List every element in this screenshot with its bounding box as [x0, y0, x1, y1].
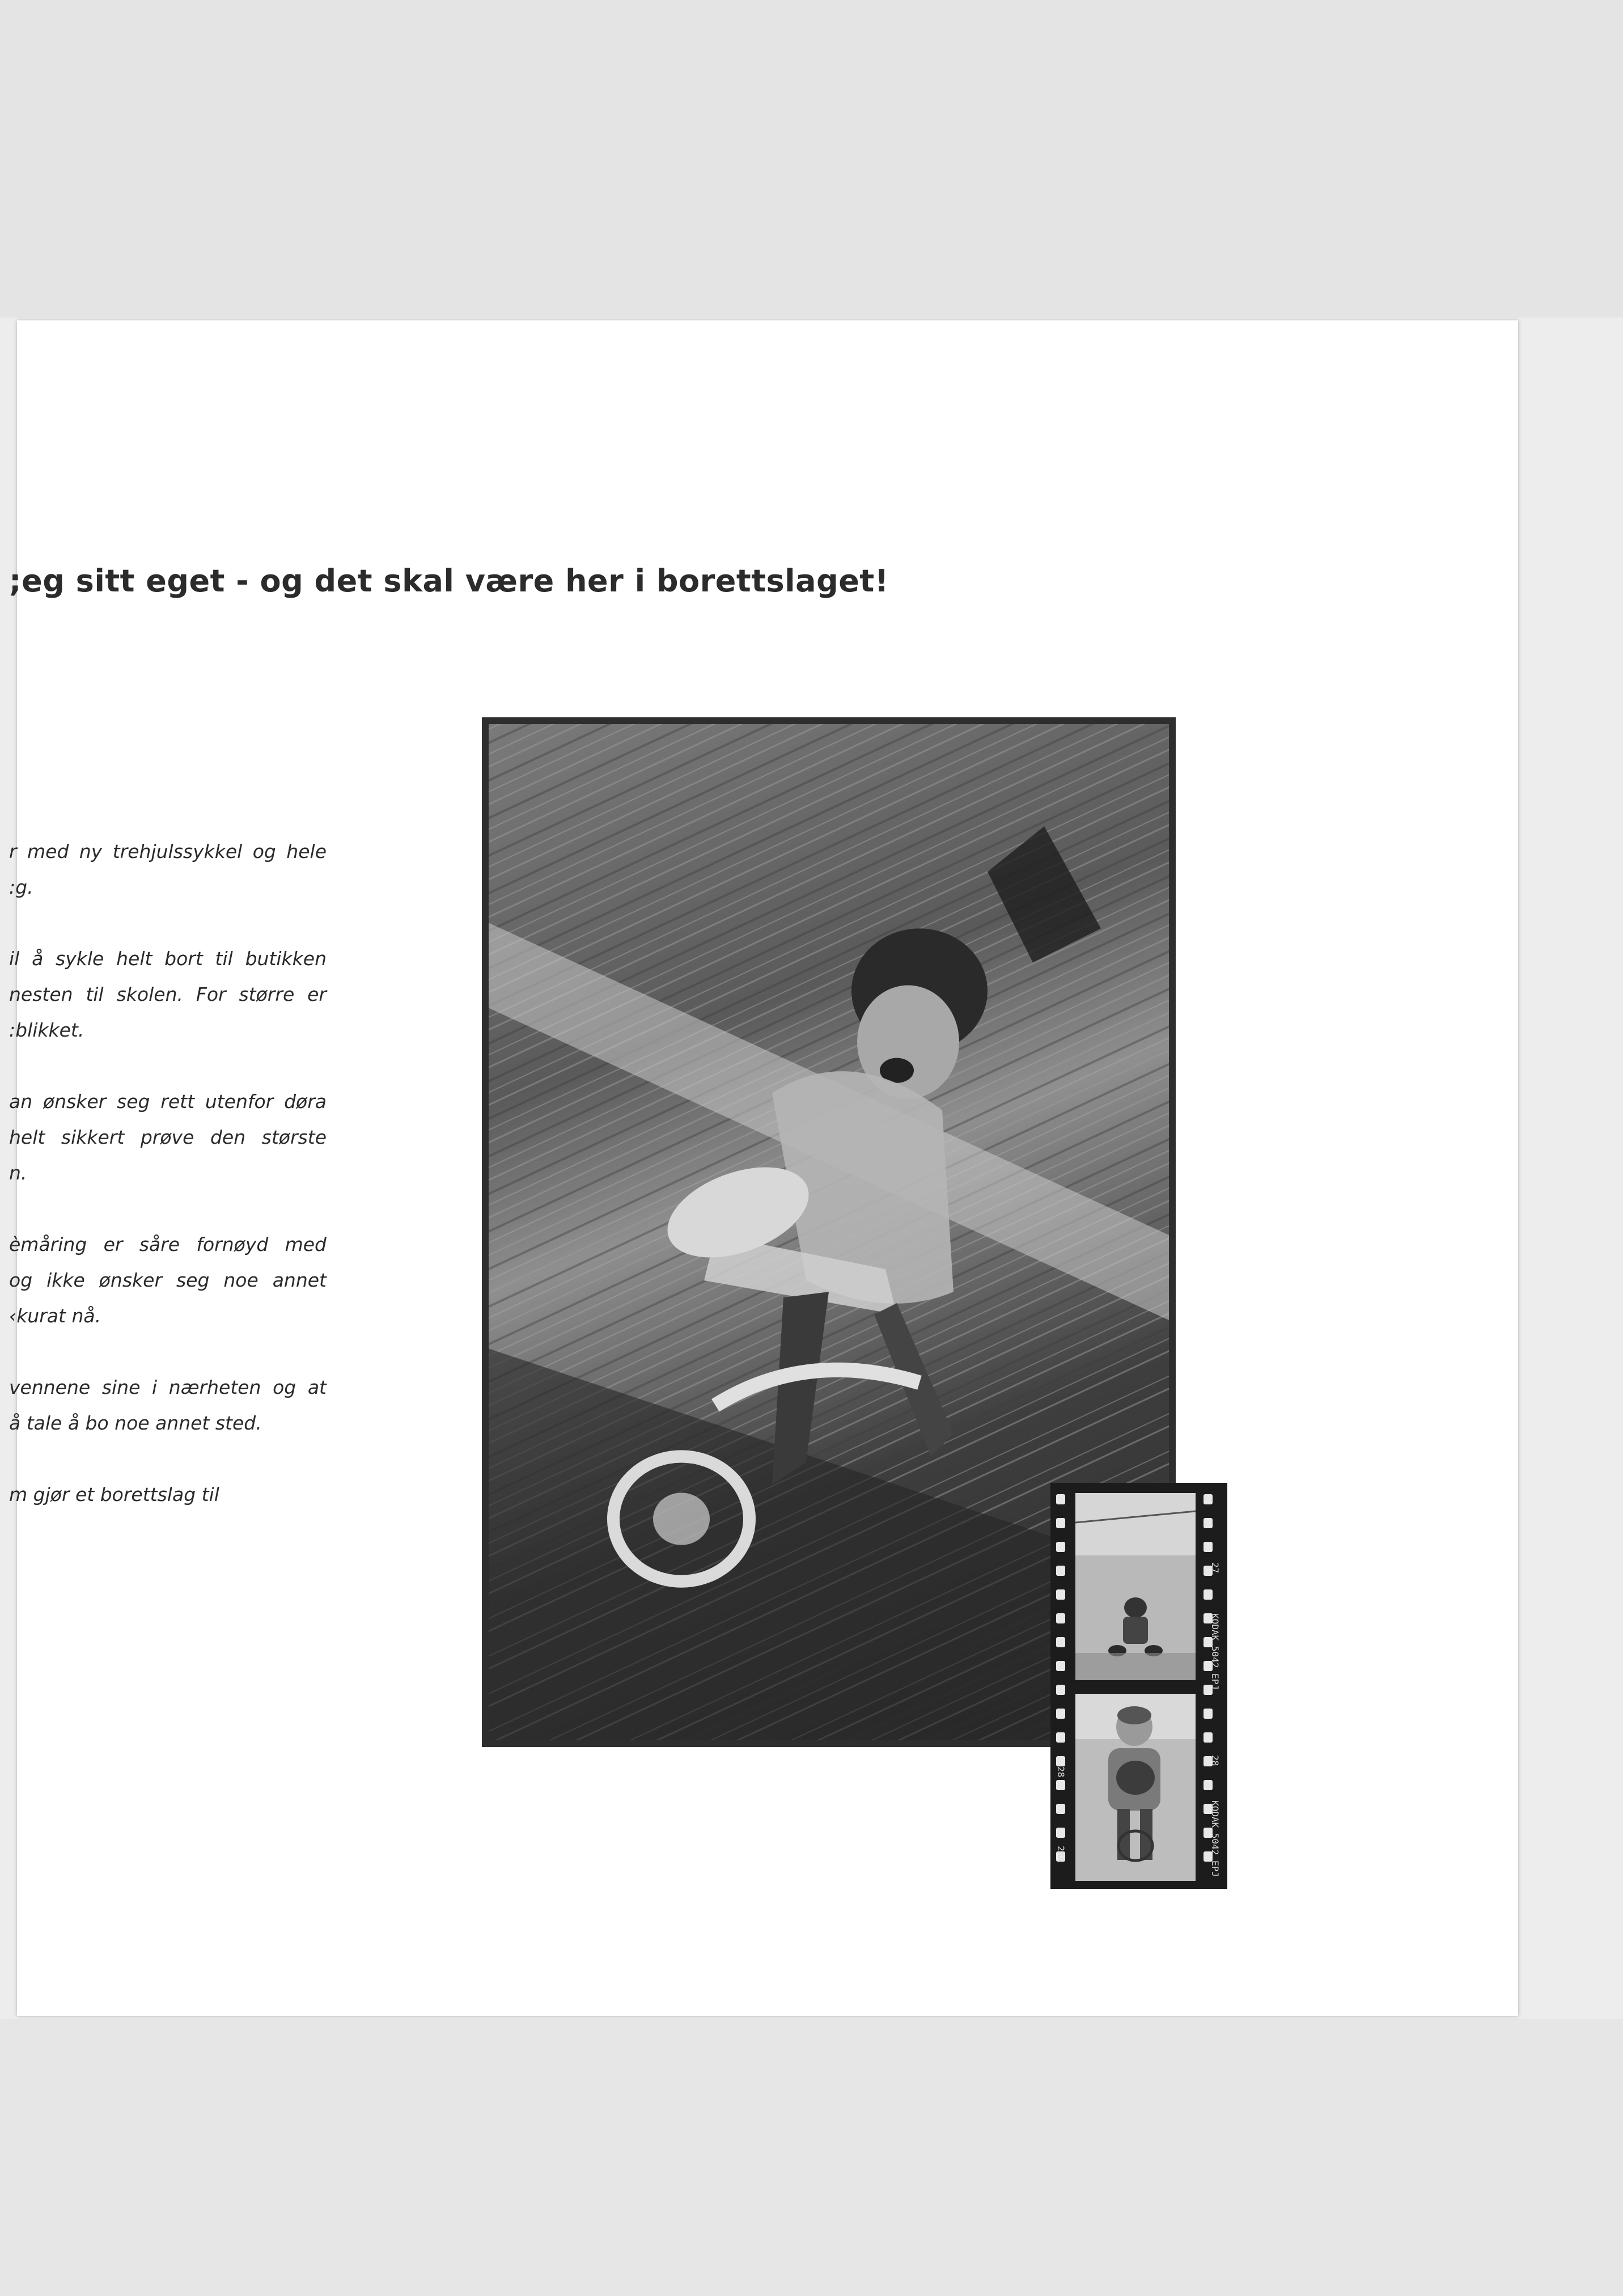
- scan-background-bottom: [0, 2019, 1623, 2296]
- text-line: vennene sine i nærheten og at: [9, 1376, 327, 1398]
- film-strip-illustration: [1050, 1483, 1227, 1889]
- film-edge-print: KODAK 5042 EPJ: [1210, 1800, 1221, 1877]
- film-frame-28: [1075, 1694, 1196, 1881]
- text-line: n.: [9, 1162, 27, 1184]
- paragraph-1: [9, 834, 327, 905]
- text-line: ‹kurat nå.: [9, 1305, 101, 1327]
- film-frame-27: [1075, 1493, 1196, 1680]
- page-heading: ;eg sitt eget - og det skal være her i borettslaget!: [9, 563, 889, 599]
- text-line: :g.: [9, 876, 33, 898]
- text-line: :blikket.: [9, 1019, 84, 1041]
- brochure-page: [9, 320, 1518, 2016]
- paragraph-4: [9, 1227, 327, 1334]
- text-line: il å sykle helt bort til butikken: [9, 948, 327, 970]
- text-line: nesten til skolen. For større er: [9, 983, 327, 1005]
- text-line: å tale å bo noe annet sted.: [9, 1412, 262, 1434]
- film-frame-number-28: 28: [1210, 1755, 1221, 1766]
- film-small-label: 28A: [1056, 1846, 1066, 1862]
- body-text: [9, 834, 327, 1548]
- text-line: an ønsker seg rett utenfor døra: [9, 1090, 327, 1113]
- sprocket-holes-left: [1056, 1494, 1065, 1862]
- paragraph-5: [9, 1369, 327, 1441]
- text-line: helt sikkert prøve den største: [9, 1126, 327, 1148]
- film-frame-number-27: 27: [1210, 1562, 1221, 1574]
- text-line: og ikke ønsker seg noe annet: [9, 1269, 327, 1291]
- paragraph-3: [9, 1084, 327, 1191]
- paragraph-6: [9, 1477, 327, 1512]
- text-line: m gjør et borettslag til: [9, 1483, 219, 1506]
- film-edge-print: KODAK 5042 EPJ: [1210, 1613, 1221, 1690]
- paragraph-2: [9, 941, 327, 1048]
- film-strip: [1050, 1483, 1227, 1889]
- scan-background-top: [0, 0, 1623, 318]
- film-frame-number-left: 28: [1056, 1766, 1066, 1778]
- text-line: èmåring er såre fornøyd med: [9, 1233, 327, 1255]
- text-line: r med ny trehjulssykkel og hele: [9, 840, 327, 862]
